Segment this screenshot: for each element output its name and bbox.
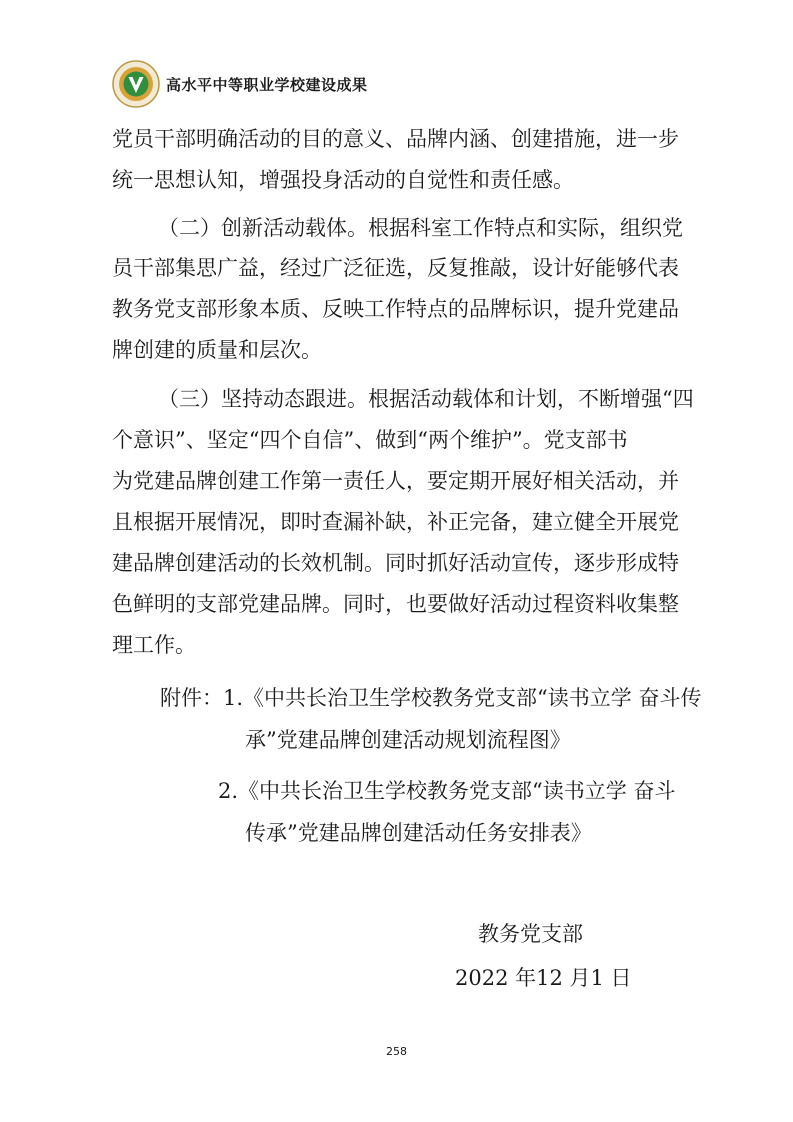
text-line: （二）创新活动载体。根据科室工作特点和实际，组织党 (158, 216, 683, 240)
school-logo-icon (112, 60, 160, 108)
text-line: 色鲜明的支部党建品牌。同时，也要做好活动过程资料收集整 (112, 592, 679, 616)
text-line: 理工作。 (112, 633, 196, 657)
attachment-2-line: 2.《中共长治卫生学校教务党支部“读书立学 奋斗 (218, 779, 676, 803)
text-line: （三）坚持动态跟进。根据活动载体和计划，不断增强“四 (158, 387, 694, 411)
text-line: 个意识”、坚定“四个自信”、做到“两个维护”。党支部书 (112, 428, 628, 452)
signature-date: 2022 年12 月1 日 (455, 966, 632, 990)
page-header (112, 58, 368, 110)
text-line: 员干部集思广益，经过广泛征选，反复推敲，设计好能够代表 (112, 256, 679, 280)
text-line: 党员干部明确活动的目的意义、品牌内涵、创建措施，进一步 (112, 127, 679, 151)
text-line: 教务党支部形象本质、反映工作特点的品牌标识，提升党建品 (112, 297, 679, 321)
text-line: 统一思想认知，增强投身活动的自觉性和责任感。 (112, 168, 574, 192)
signature-org: 教务党支部 (478, 922, 583, 946)
text-line: 建品牌创建活动的长效机制。同时抓好活动宣传，逐步形成特 (112, 551, 679, 575)
attachment-2-line: 传承”党建品牌创建活动任务安排表》 (245, 821, 592, 845)
text-line: 且根据开展情况，即时查漏补缺，补正完备，建立健全开展党 (112, 510, 679, 534)
header-title: 高水平中等职业学校建设成果 (166, 75, 368, 94)
attachment-1-line: 附件：1.《中共长治卫生学校教务党支部“读书立学 奋斗传 (160, 686, 702, 710)
text-line: 为党建品牌创建工作第一责任人，要定期开展好相关活动，并 (112, 469, 679, 493)
text-line: 牌创建的质量和层次。 (112, 338, 322, 362)
page-number: 258 (386, 1045, 407, 1058)
attachment-1-line: 承”党建品牌创建活动规划流程图》 (245, 728, 571, 752)
